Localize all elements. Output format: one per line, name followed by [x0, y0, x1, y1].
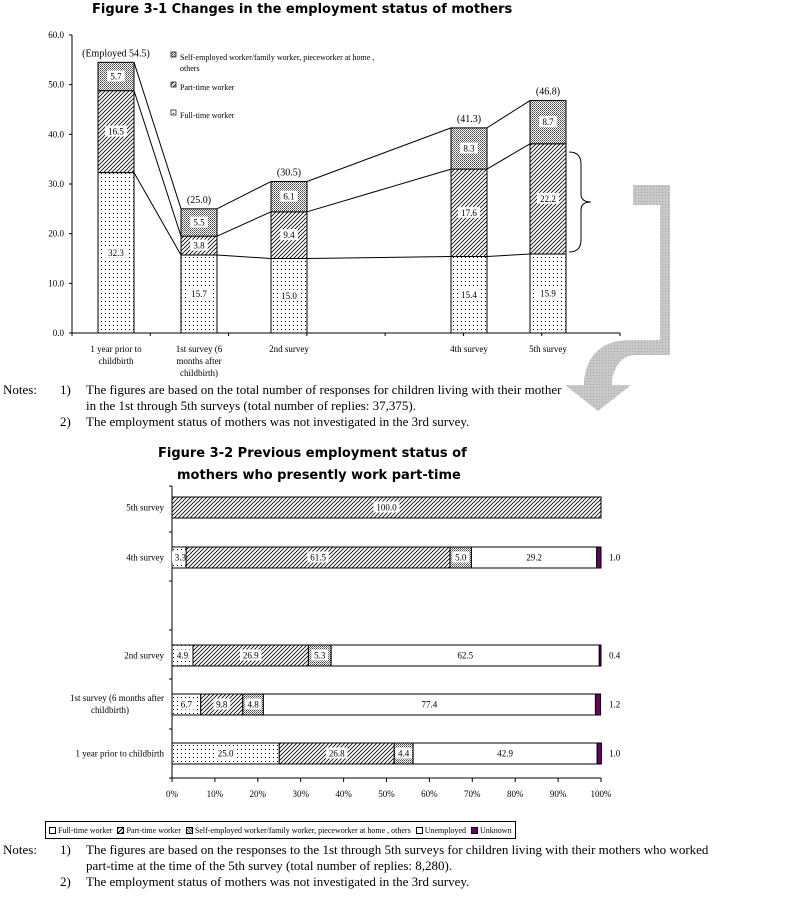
x-tick-label: 60% — [421, 789, 438, 799]
note-text: part-time at the time of the 5th survey (total number of replies: 8,280). — [86, 858, 453, 873]
note-text: The employment status of mothers was not investigated in the 3rd survey. — [86, 414, 470, 429]
bar-value-label: 16.5 — [108, 126, 124, 137]
bar-value-label: 29.2 — [526, 552, 542, 563]
x-tick-label: 40% — [335, 789, 352, 799]
y-tick-label: 20.0 — [48, 228, 64, 239]
bar-segment — [597, 743, 601, 764]
bar-segment — [595, 694, 600, 715]
notes-prefix: Notes: — [3, 842, 37, 857]
bar-value-label: 42.9 — [497, 748, 513, 759]
y-category-label: 2nd survey — [124, 650, 164, 661]
figure2-title-line2: mothers who presently work part-time — [177, 468, 461, 483]
bar-value-label: 4.9 — [176, 650, 189, 661]
note-text: The figures are based on the responses to the 1st through 5th surveys for children living with their mothers who worked — [86, 842, 709, 857]
bar-value-label: 22.2 — [540, 193, 556, 204]
bar-value-label: 9.8 — [216, 699, 228, 710]
figure1-title: Figure 3-1 Changes in the employment status of mothers — [92, 2, 513, 17]
bar-value-label: 3.3 — [174, 552, 187, 563]
bar-value-label: 32.3 — [108, 247, 124, 258]
bar-value-label: 26.9 — [242, 650, 259, 661]
figure2-legend — [45, 821, 516, 839]
x-tick-label: 20% — [249, 789, 267, 799]
bar-total-label: (46.8) — [535, 86, 561, 98]
bar-value-label: 3.8 — [193, 240, 205, 251]
y-tick-label: 0.0 — [52, 328, 64, 338]
bar-value-label: 15.4 — [461, 289, 477, 300]
figure2-notes: Notes: 1) The figures are based on the responses to the 1st through 5th surveys for children living with their mothers who worked part-time at the time of the 5th survey (total number of replies: 8,280). 2) The employment status of mothers was not investigated in the 3rd survey. — [3, 842, 709, 889]
x-tick-label: 100% — [590, 789, 612, 799]
bar-value-label: 17.6 — [461, 207, 477, 218]
bar-total-label: (Employed 54.5) — [82, 48, 150, 60]
bar-value-label: 62.5 — [457, 650, 474, 661]
bar-value-label: 61.5 — [310, 552, 326, 563]
note-text: in the 1st through 5th surveys (total number of replies: 37,375). — [86, 398, 417, 413]
y-category-label: 1 year prior to childbirth — [75, 748, 164, 759]
figure2-title-line1: Figure 3-2 Previous employment status of — [158, 446, 467, 461]
x-tick-label: 4th survey — [450, 344, 488, 354]
x-tick-label: months after — [176, 356, 222, 366]
notes-prefix: Notes: — [3, 382, 37, 397]
x-tick-label: 0% — [166, 789, 178, 799]
bar-value-label: 1.0 — [609, 552, 621, 563]
y-tick-label: 40.0 — [48, 129, 64, 140]
x-tick-label: 10% — [206, 789, 224, 799]
bar-total-label: (41.3) — [456, 113, 482, 125]
y-category-label: 5th survey — [126, 502, 164, 513]
bar-value-label: 8.7 — [542, 117, 554, 128]
x-tick-label: 90% — [549, 789, 567, 799]
bar-value-label: 5.5 — [193, 217, 205, 228]
bar-value-label: 100.0 — [376, 502, 397, 513]
legend-label: Self-employed worker/family worker, pieceworker at home , — [180, 53, 375, 62]
legend-label: Full-time worker — [180, 111, 235, 120]
bar-value-label: 6.1 — [283, 191, 295, 202]
y-tick-label: 30.0 — [48, 179, 64, 189]
x-tick-label: 1 year prior to — [90, 344, 142, 354]
bar-value-label: 15.0 — [281, 290, 297, 301]
y-tick-label: 50.0 — [48, 79, 64, 90]
legend-item: Unknown — [471, 826, 512, 835]
bar-value-label: 8.3 — [463, 143, 475, 154]
x-tick-label: 2nd survey — [269, 344, 309, 354]
legend-label: others — [180, 64, 200, 73]
bar-value-label: 26.8 — [328, 748, 345, 759]
bar-value-label: 5.7 — [110, 71, 122, 82]
bar-segment — [597, 547, 601, 568]
figure1-notes: Notes: 1) The figures are based on the total number of responses for children living with their mother in the 1st through 5th surveys (total number of replies: 37,375). 2) The employment status of mothers was not investigated in the 3rd survey. — [3, 382, 562, 429]
y-category-label: 1st survey (6 months after — [70, 693, 164, 703]
note-text: The figures are based on the total number of responses for children living with their mother — [86, 382, 562, 397]
x-tick-label: 70% — [464, 789, 481, 799]
legend-swatch-icon — [117, 827, 124, 834]
y-category-label: 4th survey — [126, 552, 164, 563]
legend-swatch-icon — [49, 827, 56, 834]
legend-item: Part-time worker — [117, 826, 180, 835]
bar-value-label: 5.3 — [314, 650, 326, 661]
y-category-label: childbirth) — [91, 705, 129, 715]
y-tick-label: 10.0 — [48, 278, 64, 289]
legend-swatch-icon — [186, 827, 193, 834]
bar-value-label: 4.8 — [247, 699, 259, 710]
legend-item: Self-employed worker/family worker, pieceworker at home , others — [186, 826, 411, 835]
legend-item: Full-time worker — [49, 826, 112, 835]
bar-value-label: 5.0 — [455, 552, 467, 563]
x-tick-label: 80% — [506, 789, 524, 799]
bar-segment — [599, 645, 601, 666]
bar-total-label: (25.0) — [186, 194, 212, 206]
x-tick-label: childbirth — [98, 356, 134, 366]
legend-label: Part-time worker — [180, 83, 235, 92]
bar-value-label: 15.9 — [540, 288, 556, 299]
legend-swatch-icon — [416, 827, 423, 834]
x-tick-label: childbirth) — [180, 368, 218, 378]
x-tick-label: 5th survey — [529, 344, 567, 354]
bar-value-label: 1.2 — [609, 699, 621, 710]
bar-value-label: 4.4 — [398, 748, 410, 759]
bar-value-label: 25.0 — [217, 748, 234, 759]
legend-swatch-icon — [471, 827, 478, 834]
bar-value-label: 9.4 — [283, 230, 295, 241]
bar-value-label: 6.7 — [180, 699, 192, 710]
legend-item: Unemployed — [416, 826, 466, 835]
note-text: The employment status of mothers was not investigated in the 3rd survey. — [86, 874, 470, 889]
bar-value-label: 1.0 — [609, 748, 621, 759]
x-tick-label: 1st survey (6 — [175, 344, 223, 354]
y-tick-label: 60.0 — [48, 30, 64, 40]
bar-total-label: (30.5) — [276, 167, 302, 179]
bar-value-label: 77.4 — [421, 699, 438, 710]
bar-value-label: 0.4 — [609, 650, 621, 661]
bar-value-label: 15.7 — [191, 289, 207, 300]
x-tick-label: 50% — [378, 789, 395, 799]
x-tick-label: 30% — [292, 789, 309, 799]
